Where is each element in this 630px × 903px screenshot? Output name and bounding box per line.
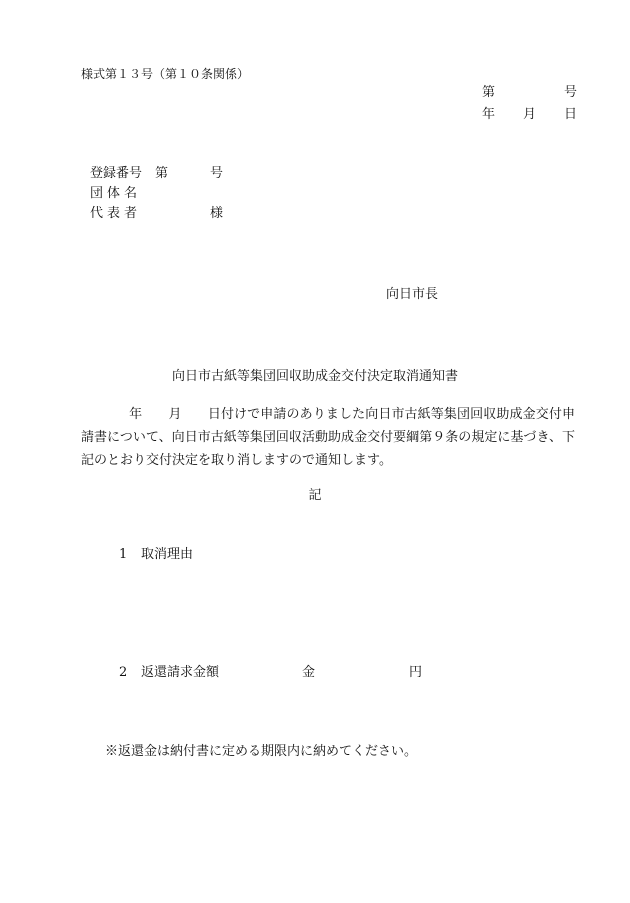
- body-text: 日付けで申請のありました向日市古紙等集団回収助成金交付申請書について、向日市古紙等集団回収活動助成金交付要綱第９条の規定に基づき、下記のとおり交付決定を取り消しますので通知します。: [81, 407, 575, 468]
- form-label: 様式第１３号（第１０条関係）: [81, 67, 250, 81]
- item-2-label: 返還請求金額: [141, 665, 220, 680]
- registration-label: 登録番号: [90, 166, 143, 181]
- sender: 向日市長: [386, 287, 439, 302]
- document-title: 向日市古紙等集団回収助成金交付決定取消通知書: [171, 369, 458, 384]
- body-paragraph: [81, 403, 575, 472]
- item-1-number: 1: [119, 547, 128, 562]
- date-year: 年: [482, 107, 496, 122]
- item-2-number: 2: [119, 665, 128, 680]
- registration-suffix: 号: [210, 166, 224, 181]
- amount-suffix: 円: [409, 665, 423, 680]
- group-name-label: 団体名: [90, 186, 142, 201]
- ki-marker: 記: [308, 488, 322, 503]
- honorific: 様: [210, 206, 224, 221]
- date-month: 月: [523, 107, 537, 122]
- body-date-year: 年: [129, 407, 143, 422]
- amount-prefix: 金: [302, 665, 316, 680]
- body-date-month: 月: [168, 407, 182, 422]
- date-day: 日: [564, 107, 578, 122]
- item-1-label: 取消理由: [141, 547, 194, 562]
- representative-label: 代表者: [90, 206, 142, 221]
- registration-prefix: 第: [155, 166, 169, 181]
- note: ※返還金は納付書に定める期限内に納めてください。: [105, 744, 418, 759]
- reference-number-suffix: 号: [564, 85, 578, 100]
- reference-number-prefix: 第: [482, 85, 496, 100]
